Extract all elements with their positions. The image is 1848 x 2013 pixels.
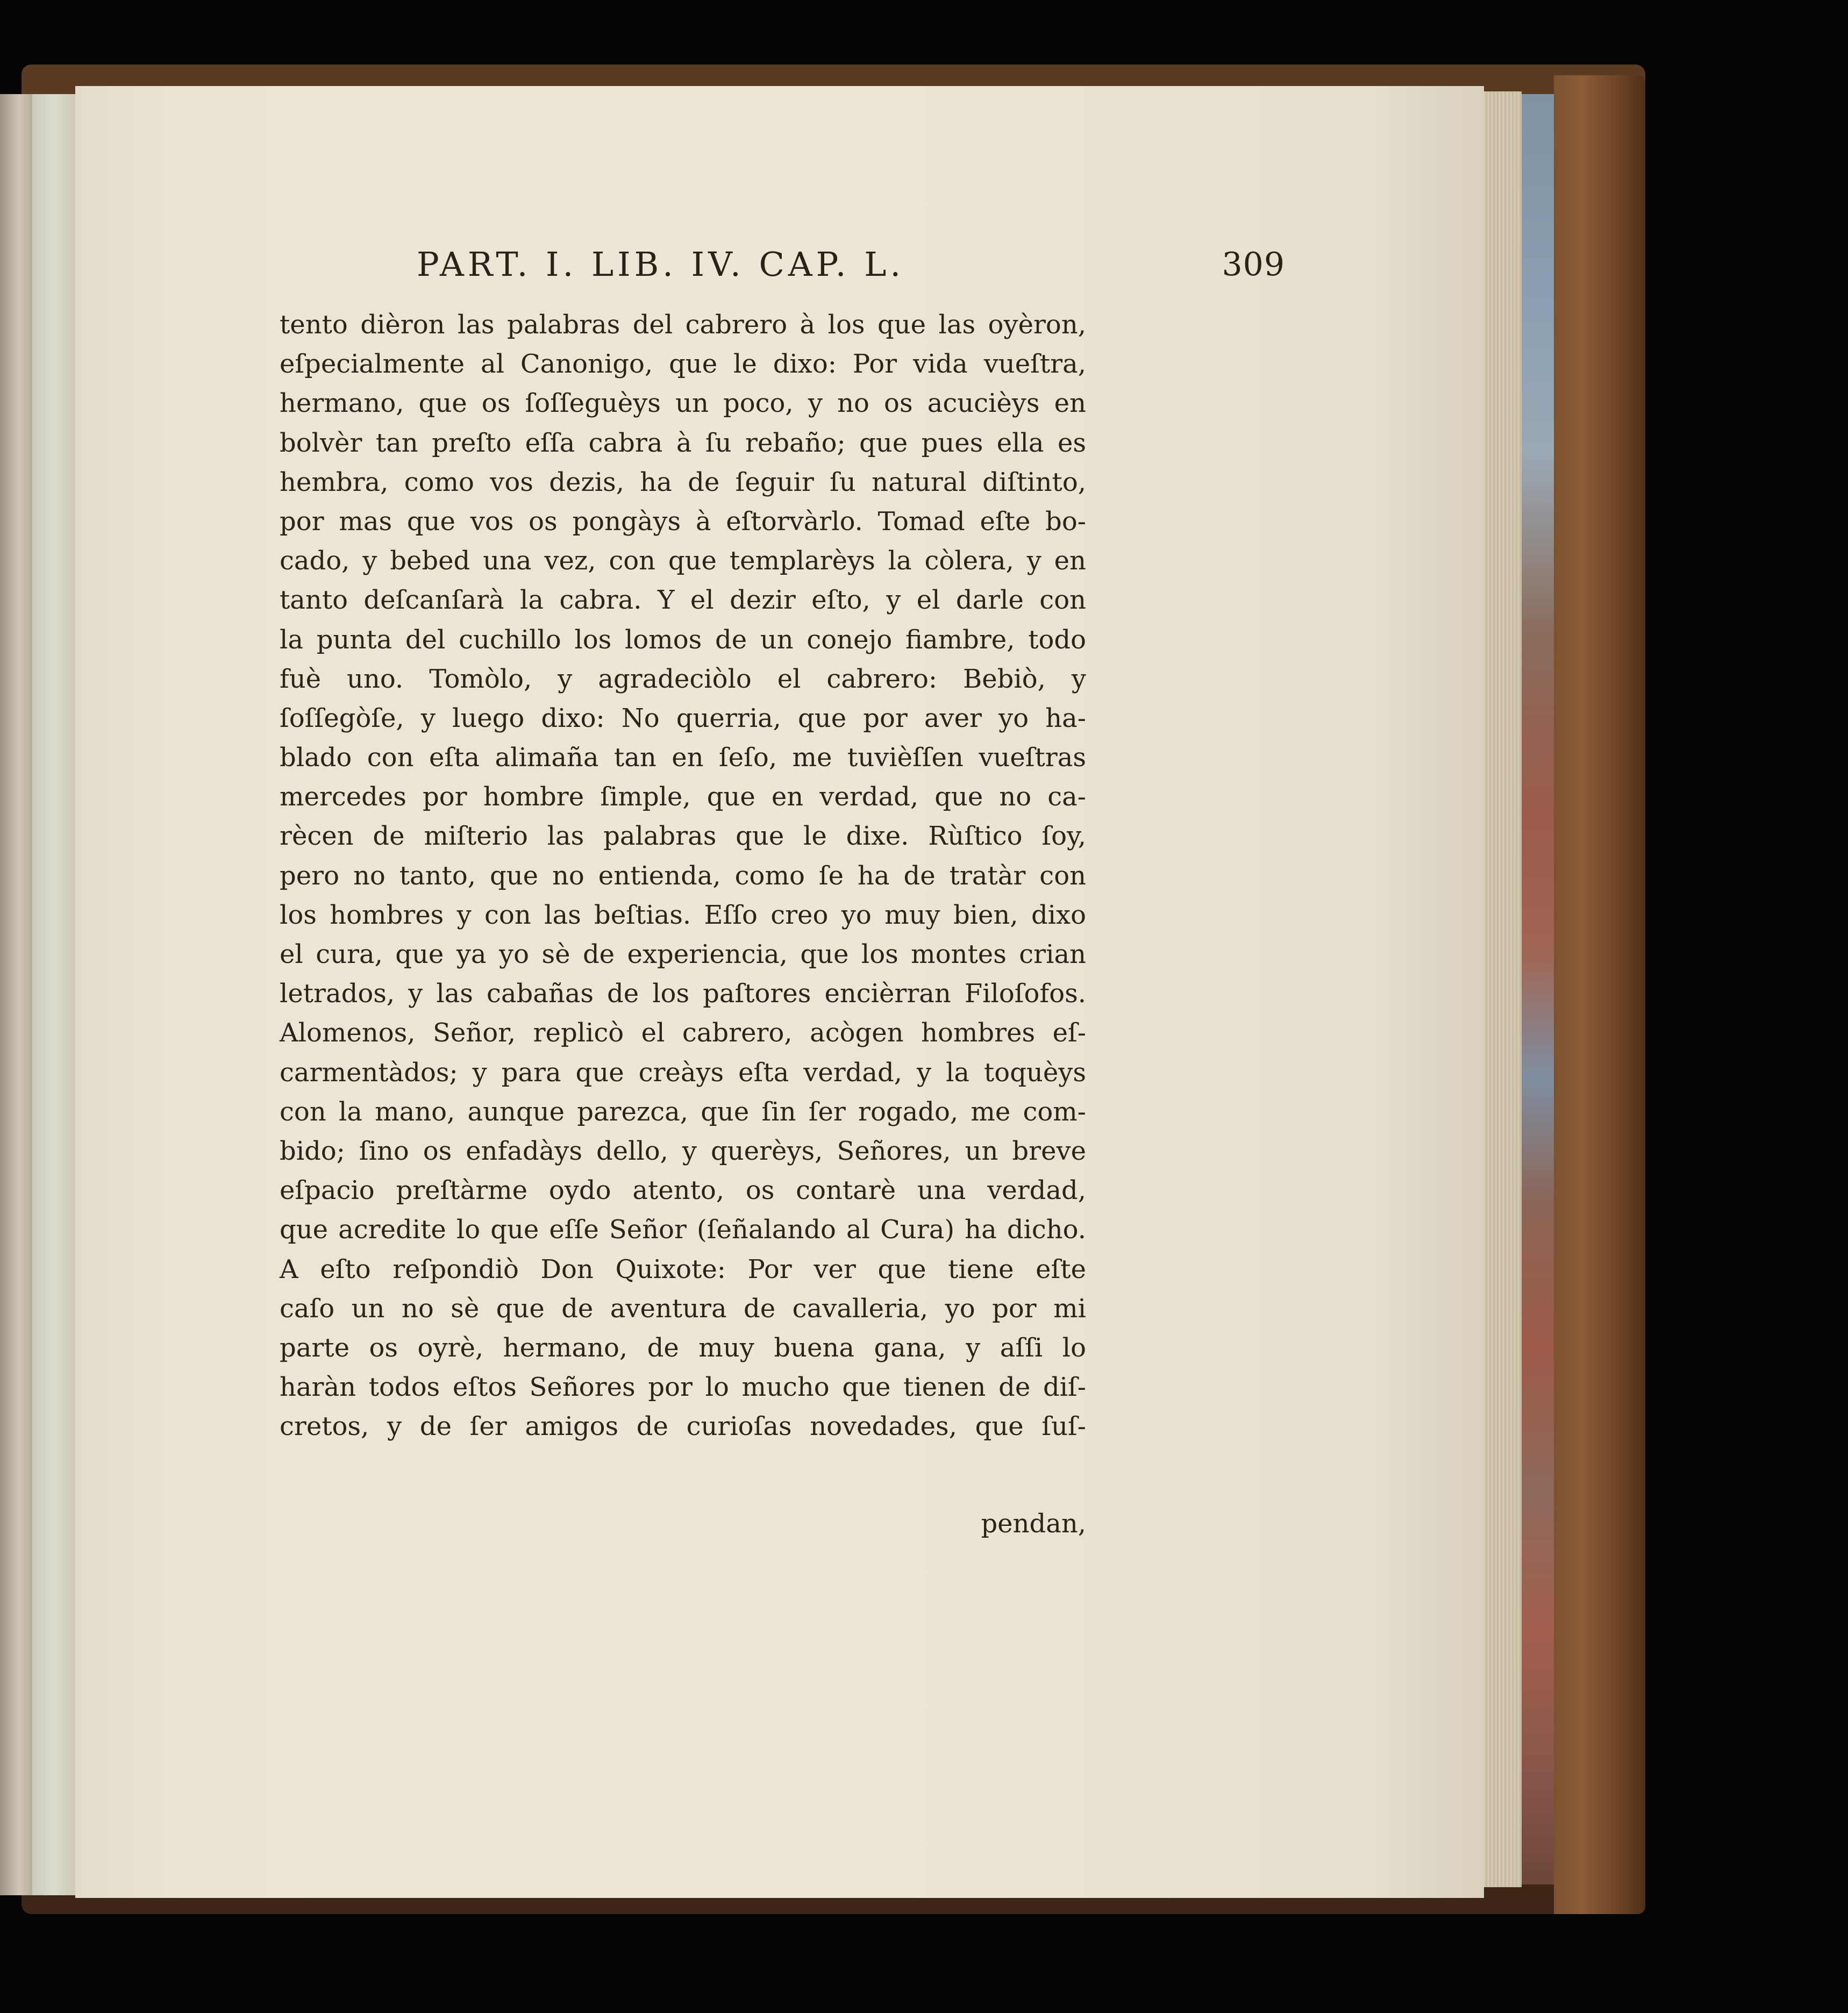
text-line: blado con eſta alimaña tan en ſeſo, me tuvièſſen vueſtras (280, 743, 1086, 773)
text-line: tanto deſcanſarà la cabra. Y el dezir eſto, y el darle con (280, 585, 1086, 616)
page-gutter (32, 94, 75, 1895)
text-line: hembra, como vos dezis, ha de ſeguir ſu natural diſtinto, (280, 467, 1086, 497)
text-line: el cura, que ya yo sè de experiencia, que los montes crian (280, 939, 1086, 969)
text-line: ſoſſegòſe, y luego dixo: No querria, que por aver yo ha- (280, 703, 1086, 733)
text-line: letrados, y las cabañas de los paſtores encièrran Filoſofos. (280, 979, 1086, 1009)
text-line: que acredite lo que eſſe Señor (ſeñalando al Cura) ha dicho. (280, 1215, 1086, 1245)
text-line: caſo un no sè que de aventura de cavalleria, yo por mi (280, 1293, 1086, 1324)
text-line: cado, y bebed una vez, con que templarèys la còlera, y en (280, 546, 1086, 576)
text-line: bido; ſino os enfadàys dello, y querèys, Señores, un breve (280, 1136, 1086, 1166)
catchword: pendan, (981, 1509, 1086, 1539)
running-head: PART. I. LIB. IV. CAP. L. (417, 245, 905, 284)
text-line: cretos, y de ſer amigos de curioſas novedades, que ſuſ- (280, 1411, 1086, 1442)
page-stack-edge (1484, 91, 1522, 1887)
text-line: eſpacio preſtàrme oydo atento, os contarè una verdad, (280, 1175, 1086, 1206)
text-line: carmentàdos; y para que creàys eſta verdad, y la toquèys (280, 1057, 1086, 1088)
body-text (280, 305, 1086, 1446)
text-line: mercedes por hombre ſimple, que en verdad, que no ca- (280, 782, 1086, 812)
text-line: tento dièron las palabras del cabrero à los que las oyèron, (280, 310, 1086, 340)
marbled-edge (1522, 94, 1554, 1884)
page-header (280, 245, 1285, 304)
text-line: haràn todos eſtos Señores por lo mucho que tienen de diſ- (280, 1372, 1086, 1403)
text-line: bolvèr tan preſto eſſa cabra à ſu rebaño; que pues ella es (280, 427, 1086, 458)
text-line: por mas que vos os pongàys à eſtorvàrlo. Tomad eſte bo- (280, 506, 1086, 537)
text-line: hermano, que os ſoſſeguèys un poco, y no os acucièys en (280, 388, 1086, 419)
text-line: pero no tanto, que no entienda, como ſe ha de tratàr con (280, 860, 1086, 891)
text-line: la punta del cuchillo los lomos de un conejo fiambre, todo (280, 624, 1086, 655)
text-line: A eſto reſpondiò Don Quixote: Por ver que tiene eſte (280, 1254, 1086, 1284)
left-page-edge (0, 94, 32, 1895)
text-line: los hombres y con las beſtias. Eſſo creo yo muy bien, dixo (280, 900, 1086, 930)
text-line: eſpecialmente al Canonigo, que le dixo: Por vida vueſtra, (280, 349, 1086, 380)
text-line: fuè uno. Tomòlo, y agradeciòlo el cabrero: Bebiò, y (280, 663, 1086, 694)
text-line: Alomenos, Señor, replicò el cabrero, acògen hombres eſ- (280, 1018, 1086, 1048)
page-number: 309 (1222, 246, 1285, 283)
cover-edge (1554, 75, 1645, 1914)
text-line: rècen de miſterio las palabras que le dixe. Rùſtico ſoy, (280, 821, 1086, 852)
text-line: parte os oyrè, hermano, de muy buena gana, y aſſi lo (280, 1332, 1086, 1363)
text-line: con la mano, aunque parezca, que ſin ſer rogado, me com- (280, 1096, 1086, 1127)
